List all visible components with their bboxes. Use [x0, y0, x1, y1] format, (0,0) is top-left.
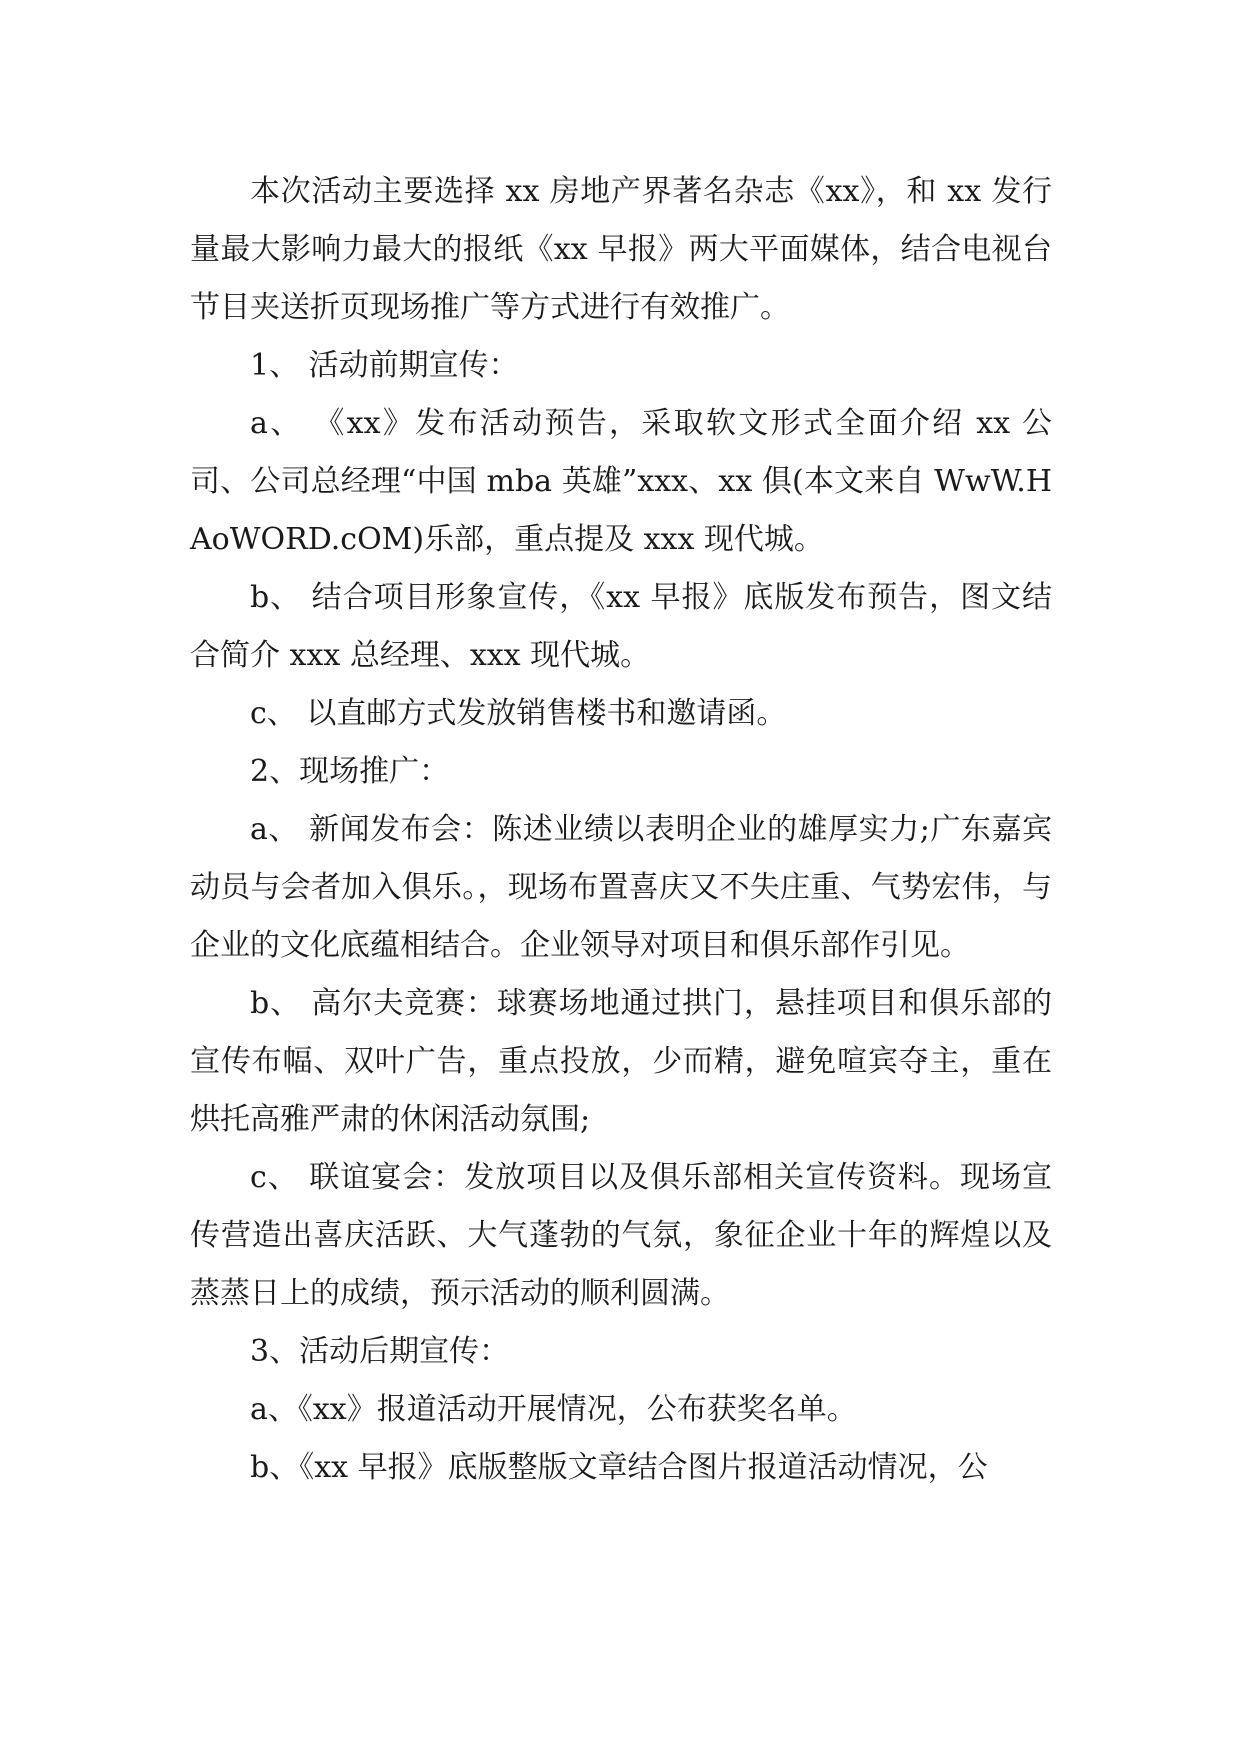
paragraph-intro: 本次活动主要选择 xx 房地产界著名杂志《xx》，和 xx 发行量最大影响力最大的报纸《xx 早报》两大平面媒体，结合电视台节目夹送折页现场推广等方式进行有效推广。: [190, 174, 1052, 325]
heading-post-event-promotion: 3、活动后期宣传：: [250, 1334, 510, 1369]
paragraph-pre-b: b、 结合项目形象宣传，《xx 早报》底版发布预告，图文结合简介 xxx 总经理、xxx 现代城。: [190, 580, 1052, 673]
paragraph-post-a: a、《xx》报道活动开展情况，公布获奖名单。: [250, 1392, 857, 1427]
heading-onsite-promotion: 2、现场推广：: [250, 754, 450, 789]
paragraph-post-b: b、《xx 早报》底版整版文章结合图片报道活动情况，公: [250, 1450, 988, 1485]
paragraph-onsite-c: c、 联谊宴会：发放项目以及俱乐部相关宣传资料。现场宣传营造出喜庆活跃、大气蓬勃的气氛，象征企业十年的辉煌以及蒸蒸日上的成绩，预示活动的顺利圆满。: [190, 1160, 1052, 1311]
document-body: [190, 163, 1052, 1497]
paragraph-onsite-a: a、 新闻发布会：陈述业绩以表明企业的雄厚实力;广东嘉宾动员与会者加入俱乐。，现场布置喜庆又不失庄重、气势宏伟，与企业的文化底蕴相结合。企业领导对项目和俱乐部作引见。: [190, 812, 1052, 963]
paragraph-pre-c: c、 以直邮方式发放销售楼书和邀请函。: [250, 696, 787, 731]
paragraph-onsite-b: b、 高尔夫竞赛：球赛场地通过拱门，悬挂项目和俱乐部的宣传布幅、双叶广告，重点投放，少而精，避免喧宾夺主，重在烘托高雅严肃的休闲活动氛围;: [190, 986, 1052, 1137]
heading-pre-event-promotion: 1、 活动前期宣传：: [250, 348, 519, 383]
paragraph-pre-a: a、 《xx》发布活动预告，采取软文形式全面介绍 xx 公司、公司总经理“中国 mba 英雄”xxx、xx 俱(本文来自 WwW.HAoWORD.cOM)乐部，重点提及 xxx 现代城。: [190, 406, 1052, 557]
